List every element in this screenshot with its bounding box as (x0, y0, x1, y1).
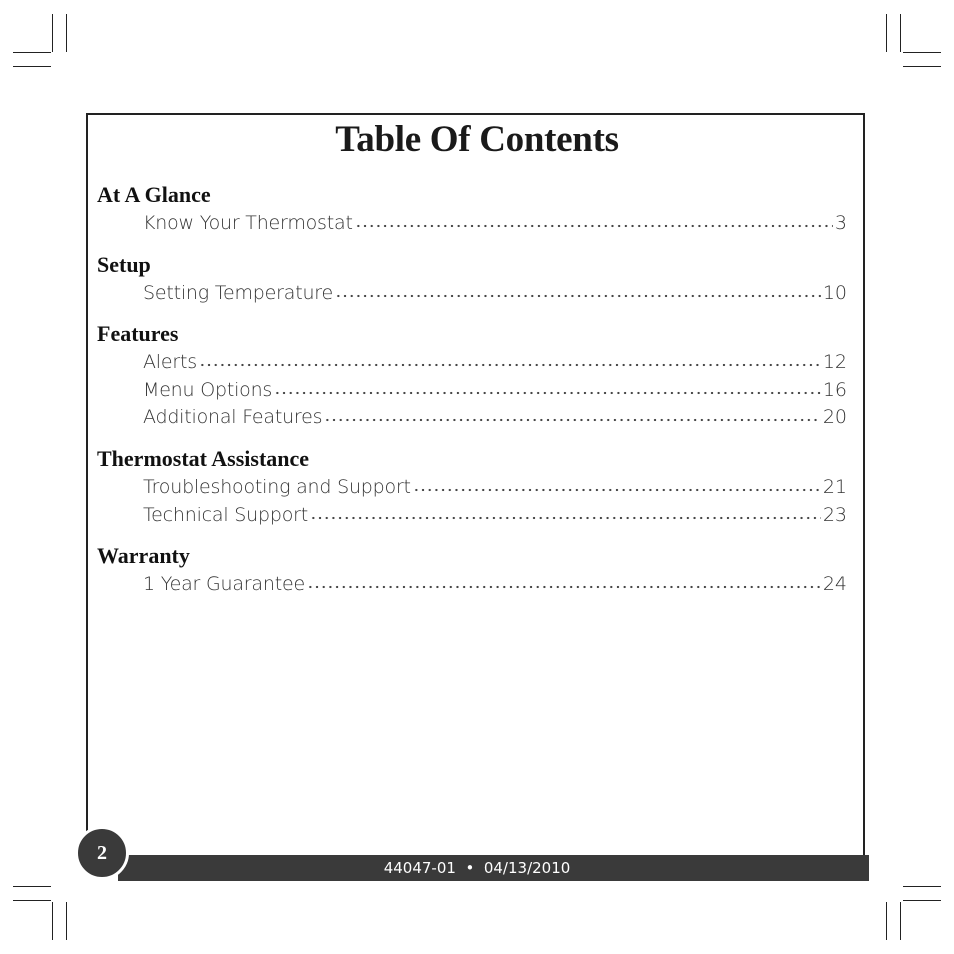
toc-entry-page: 10 (822, 282, 847, 304)
dot-leader (413, 488, 821, 492)
toc-entry[interactable] (143, 405, 847, 429)
toc-entry[interactable] (143, 211, 847, 235)
toc-entry-page: 16 (822, 379, 847, 401)
toc-entry-page: 12 (822, 351, 847, 373)
dot-leader (310, 516, 821, 520)
toc-entry[interactable] (143, 378, 847, 402)
toc-entry[interactable] (143, 475, 847, 499)
section-heading-thermostat-assistance: Thermostat Assistance (97, 446, 310, 471)
toc-entry[interactable] (143, 350, 847, 374)
toc-entry-page: 24 (822, 573, 847, 595)
dot-leader (274, 391, 821, 395)
toc-entry-page: 21 (822, 476, 847, 498)
section-heading-warranty: Warranty (97, 543, 190, 568)
toc-entry-page: 20 (822, 406, 847, 428)
toc-entry-label: Technical Support (143, 504, 308, 526)
dot-leader (324, 418, 820, 422)
toc-entry-label: Additional Features (143, 406, 323, 428)
section-heading-at-a-glance: At A Glance (97, 182, 211, 207)
section-heading-features: Features (97, 321, 179, 346)
dot-leader (355, 224, 833, 228)
toc-entry-label: Setting Temperature (143, 282, 333, 304)
toc-entry[interactable] (143, 503, 847, 527)
toc-entry-label: Troubleshooting and Support (143, 476, 411, 498)
page-title: Table Of Contents (335, 119, 619, 160)
toc-entry-label: Know Your Thermostat (143, 212, 353, 234)
toc-entry[interactable] (143, 572, 847, 596)
toc-entry[interactable] (143, 281, 847, 305)
page-number-badge: 2 (75, 826, 129, 880)
toc-entry-label: 1 Year Guarantee (143, 573, 305, 595)
toc-entry-page: 3 (834, 212, 847, 234)
toc-entry-label: Alerts (143, 351, 197, 373)
toc-entry-page: 23 (822, 504, 847, 526)
dot-leader (307, 585, 821, 589)
toc-entry-label: Menu Options (143, 379, 273, 401)
dot-leader (199, 363, 821, 367)
document-code: 44047-01 • 04/13/2010 (383, 859, 571, 877)
dot-leader (335, 294, 821, 298)
section-heading-setup: Setup (97, 252, 151, 277)
